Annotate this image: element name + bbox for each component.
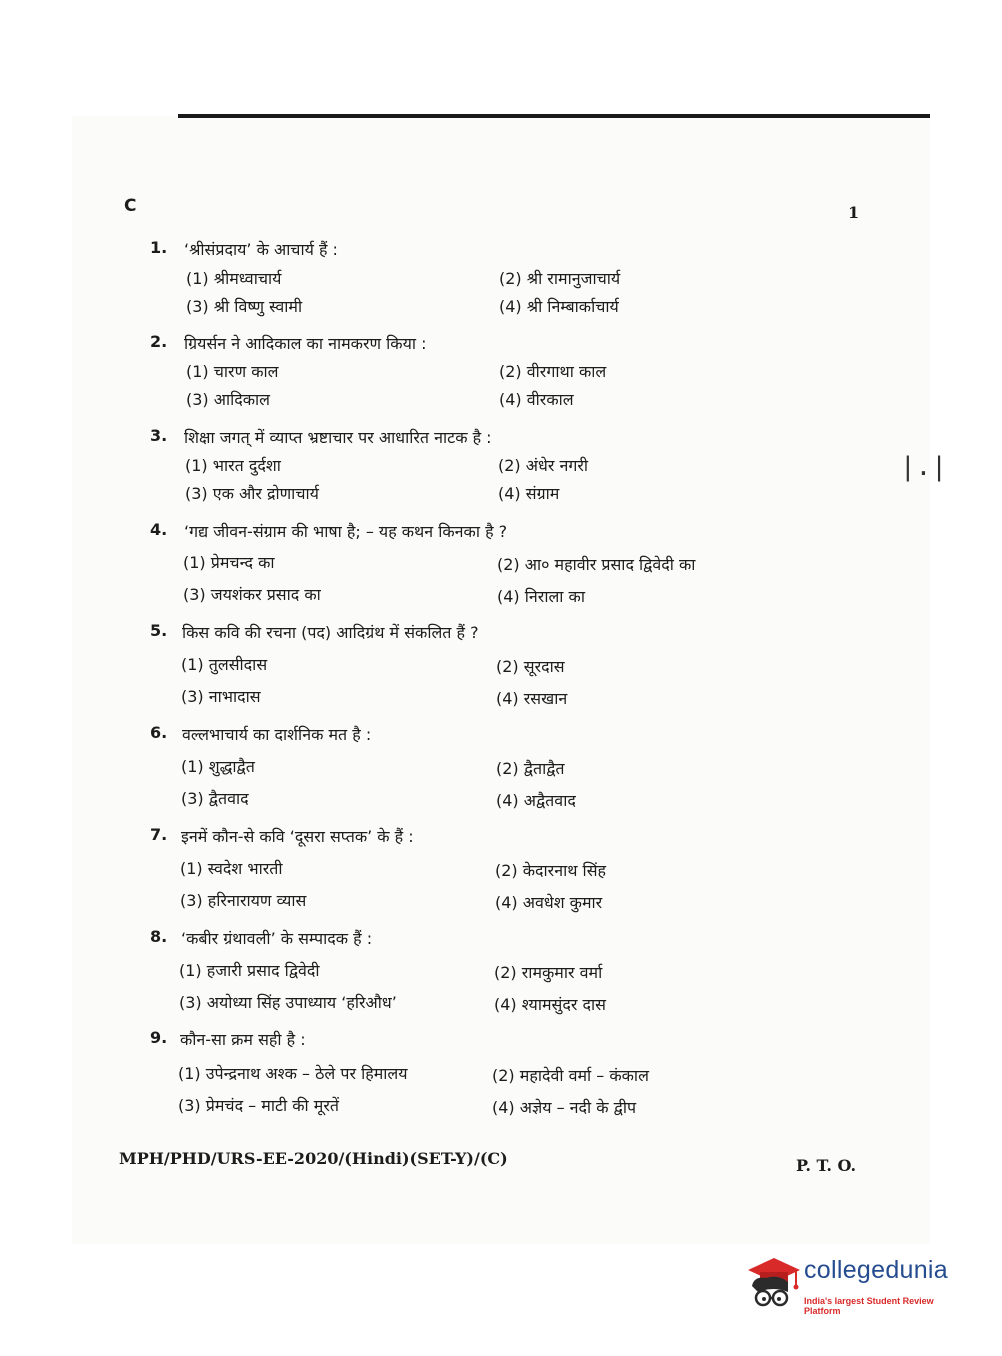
question-text: इनमें कौन-से कवि ‘दूसरा सप्तक’ के हैं :: [181, 827, 414, 846]
option-2: (2) महादेवी वर्मा – कंकाल: [492, 1066, 649, 1085]
question-number: 9.: [150, 1028, 168, 1047]
question-number: 6.: [150, 723, 168, 742]
question-number: 1.: [150, 238, 168, 257]
option-3: (3) हरिनारायण व्यास: [180, 891, 307, 910]
question-text: शिक्षा जगत् में व्याप्त भ्रष्टाचार पर आधारित नाटक है :: [184, 428, 492, 447]
option-1: (1) भारत दुर्दशा: [185, 456, 281, 475]
paper-code: MPH/PHD/URS-EE-2020/(Hindi)(SET-Y)/(C): [119, 1149, 508, 1168]
brand-tagline: India's largest Student Review Platform: [804, 1296, 934, 1316]
question-text: ‘कबीर ग्रंथावली’ के सम्पादक हैं :: [181, 929, 373, 948]
option-2: (2) अंधेर नगरी: [498, 456, 589, 475]
question-text: ‘गद्य जीवन-संग्राम की भाषा है; – यह कथन किनका है ?: [184, 522, 508, 541]
option-1: (1) शुद्धाद्वैत: [181, 757, 255, 776]
option-2: (2) आ० महावीर प्रसाद द्विवेदी का: [497, 555, 696, 574]
page-number: 1: [848, 203, 860, 222]
option-1: (1) तुलसीदास: [181, 655, 268, 674]
option-3: (3) द्वैतवाद: [181, 789, 249, 808]
option-3: (3) अयोध्या सिंह उपाध्याय ‘हरिऔध’: [179, 993, 397, 1012]
option-2: (2) वीरगाथा काल: [499, 362, 607, 381]
question-text: किस कवि की रचना (पद) आदिग्रंथ में संकलित हैं ?: [182, 623, 479, 642]
option-1: (1) प्रेमचन्द का: [183, 553, 275, 572]
option-1: (1) उपेन्द्रनाथ अश्क – ठेले पर हिमालय: [178, 1064, 408, 1083]
option-2: (2) सूरदास: [496, 657, 565, 676]
option-2: (2) द्वैताद्वैत: [496, 759, 565, 778]
option-4: (4) रसखान: [496, 689, 568, 708]
question-number: 8.: [150, 927, 168, 946]
option-4: (4) श्री निम्बार्काचार्य: [499, 297, 619, 316]
option-3: (3) श्री विष्णु स्वामी: [186, 297, 303, 316]
option-2: (2) श्री रामानुजाचार्य: [499, 269, 621, 288]
brand-name: collegedunia: [804, 1256, 948, 1284]
option-3: (3) आदिकाल: [186, 390, 271, 409]
option-4: (4) संग्राम: [498, 484, 560, 503]
pto-label: P. T. O.: [796, 1156, 857, 1175]
question-number: 3.: [150, 426, 168, 445]
option-3: (3) एक और द्रोणाचार्य: [185, 484, 319, 503]
set-letter: C: [124, 196, 137, 216]
option-1: (1) स्वदेश भारती: [180, 859, 283, 878]
option-4: (4) अवधेश कुमार: [495, 893, 603, 912]
question-number: 2.: [150, 332, 168, 351]
margin-mark: |.|: [900, 452, 947, 482]
option-4: (4) वीरकाल: [499, 390, 574, 409]
option-4: (4) निराला का: [497, 587, 585, 606]
graduate-mascot-icon: [744, 1252, 800, 1312]
option-4: (4) अज्ञेय – नदी के द्वीप: [492, 1098, 637, 1117]
option-3: (3) प्रेमचंद – माटी की मूरतें: [178, 1096, 340, 1115]
question-number: 7.: [150, 825, 168, 844]
question-number: 5.: [150, 621, 168, 640]
question-text: ग्रियर्सन ने आदिकाल का नामकरण किया :: [184, 334, 427, 353]
option-1: (1) हजारी प्रसाद द्विवेदी: [179, 961, 320, 980]
option-2: (2) केदारनाथ सिंह: [495, 861, 607, 880]
top-rule: [178, 114, 930, 118]
collegedunia-logo[interactable]: [744, 1250, 970, 1316]
question-text: कौन-सा क्रम सही है :: [180, 1030, 306, 1049]
option-2: (2) रामकुमार वर्मा: [494, 963, 603, 982]
option-1: (1) श्रीमध्वाचार्य: [186, 269, 282, 288]
option-4: (4) अद्वैतवाद: [496, 791, 576, 810]
question-text: ‘श्रीसंप्रदाय’ के आचार्य हैं :: [184, 240, 338, 259]
option-1: (1) चारण काल: [186, 362, 279, 381]
option-3: (3) जयशंकर प्रसाद का: [183, 585, 321, 604]
option-4: (4) श्यामसुंदर दास: [494, 995, 606, 1014]
question-text: वल्लभाचार्य का दार्शनिक मत है :: [182, 725, 372, 744]
option-3: (3) नाभादास: [181, 687, 261, 706]
question-number: 4.: [150, 520, 168, 539]
